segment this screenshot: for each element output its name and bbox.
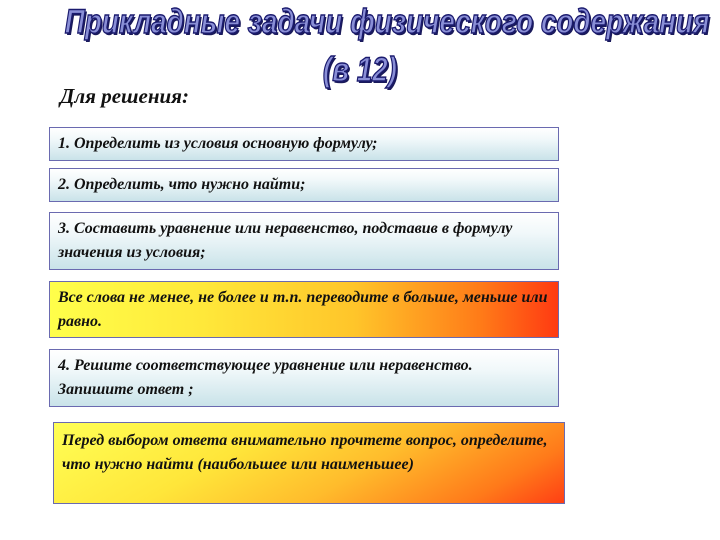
step-4-box <box>49 349 559 407</box>
step-2-box <box>49 168 559 202</box>
step-1-text: 1. Определить из условия основную формулу; <box>58 135 378 152</box>
note-2-text: Перед выбором ответа внимательно прочтете вопрос, определите, что нужно найти (наибольшее или наименьшее) <box>62 432 548 473</box>
slide-title: Прикладные задачи физического содержания <box>64 3 710 41</box>
note-2-box <box>53 422 565 504</box>
slide-subtitle: (в 12) <box>322 51 398 89</box>
step-4-text: 4. Решите соответствующее уравнение или неравенство. Запишите ответ ; <box>58 357 473 398</box>
step-3-text: 3. Составить уравнение или неравенство, подставив в формулу значения из условия; <box>58 220 513 261</box>
step-1-box <box>49 127 559 161</box>
note-1-text: Все слова не менее, не более и т.п. переводите в больше, меньше или равно. <box>58 289 548 330</box>
step-3-box <box>49 212 559 270</box>
solution-label: Для решения: <box>60 84 189 108</box>
step-2-text: 2. Определить, что нужно найти; <box>58 176 306 193</box>
note-1-box <box>49 281 559 338</box>
